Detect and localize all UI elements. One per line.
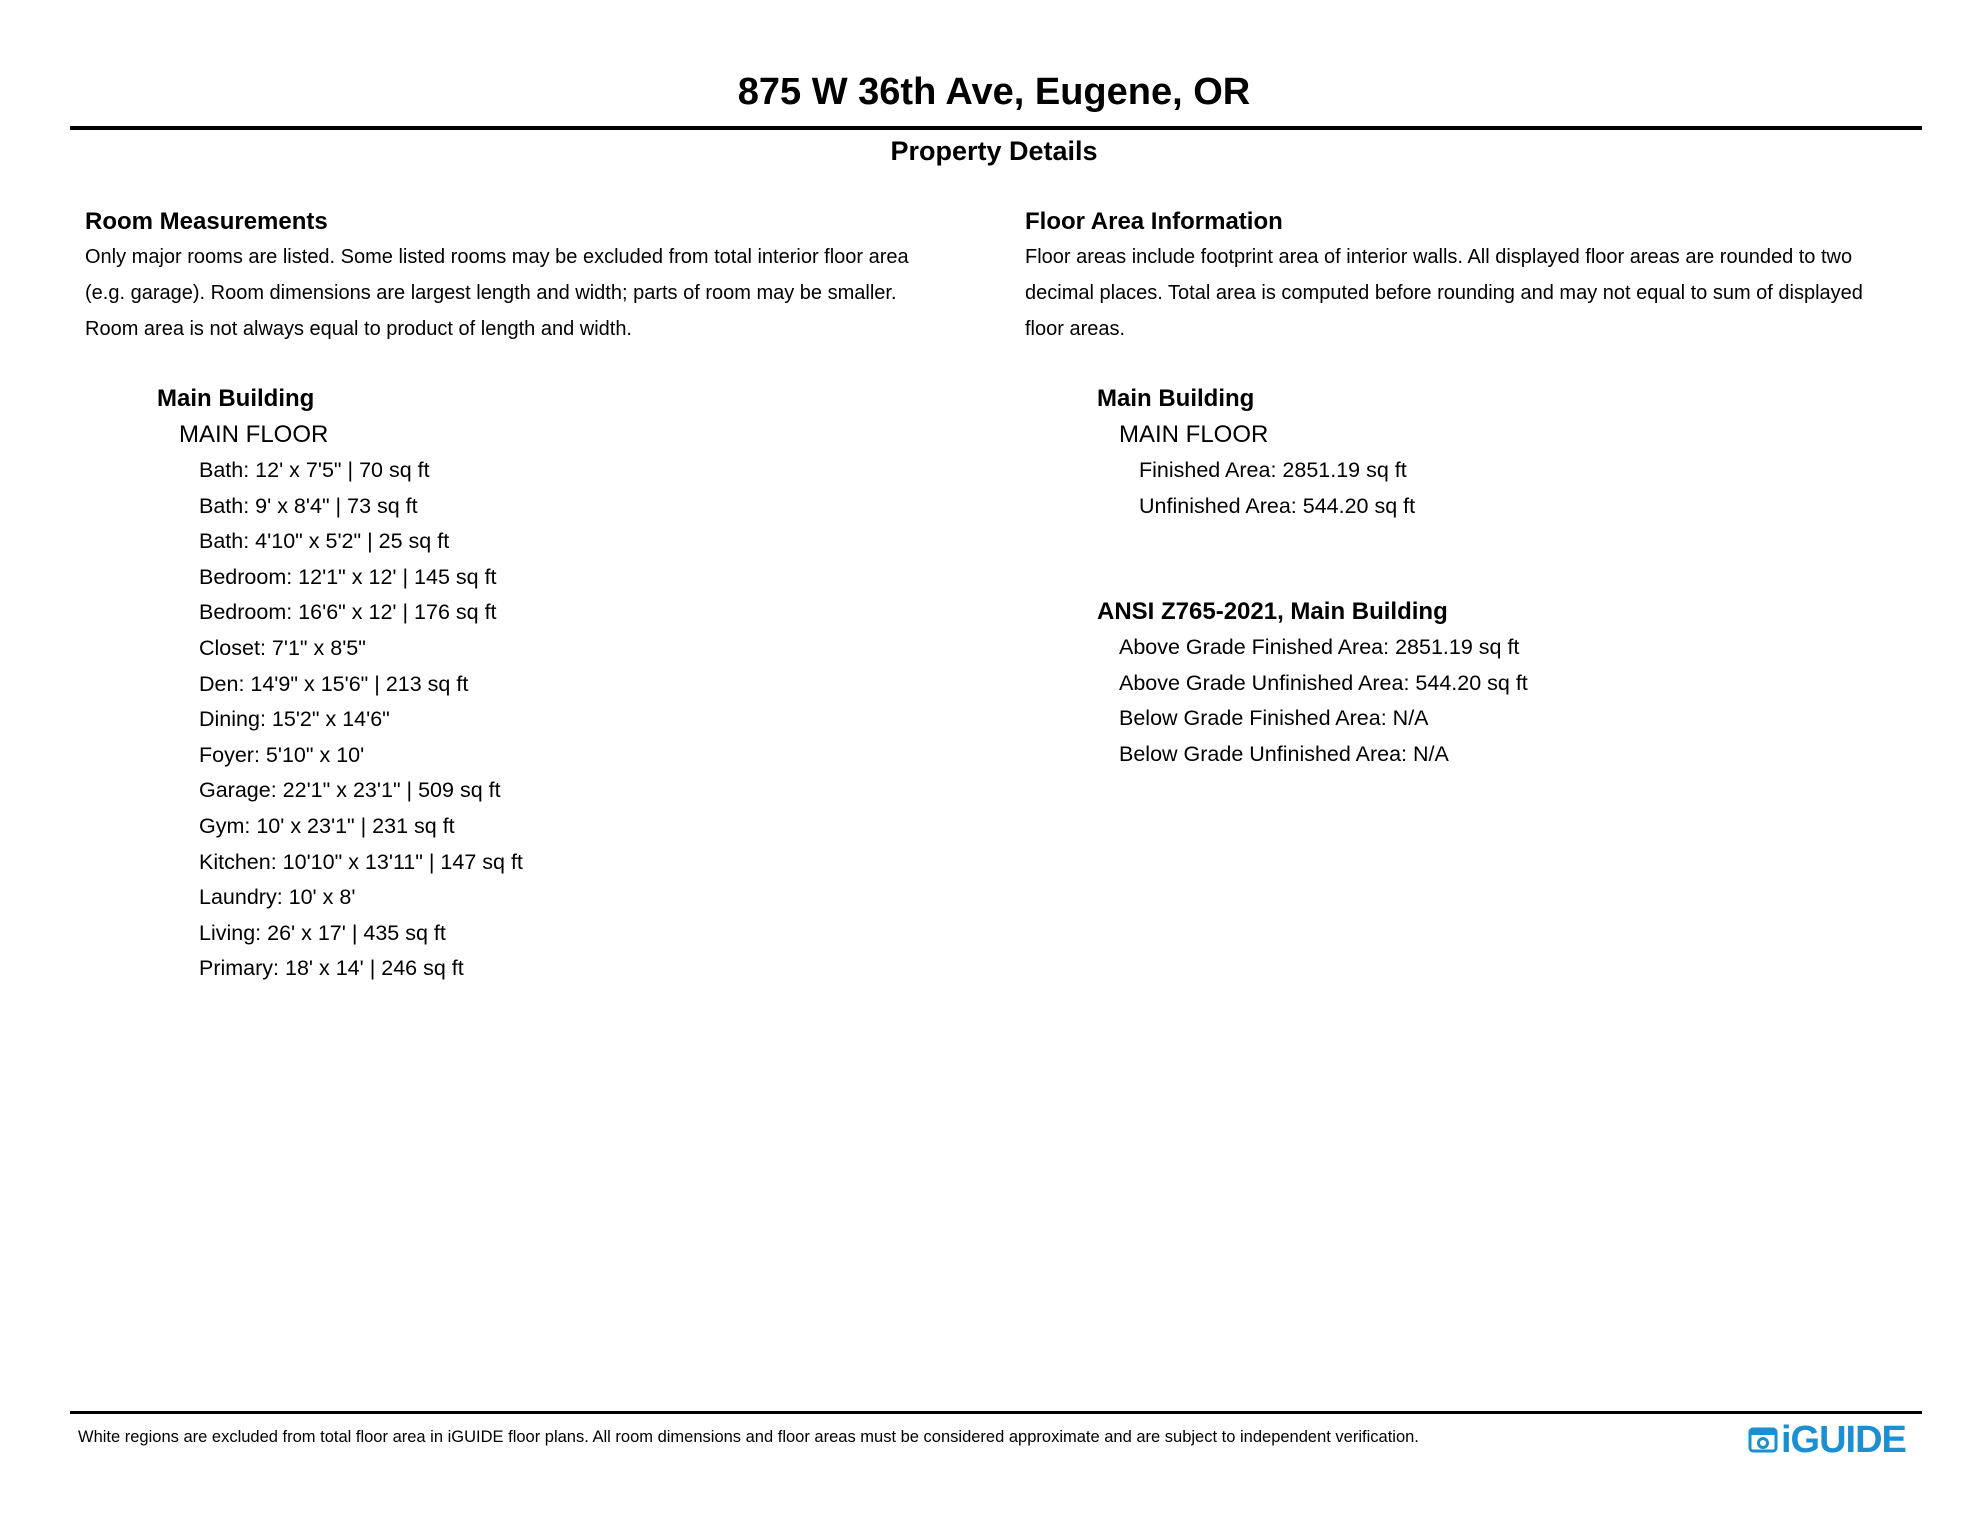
room-item: Dining: 15'2" x 14'6" <box>199 707 390 732</box>
header-divider <box>70 126 1922 130</box>
room-item: Primary: 18' x 14' | 246 sq ft <box>199 956 464 981</box>
room-building-heading: Main Building <box>157 385 315 412</box>
description-line: Room area is not always equal to product of length and width. <box>85 318 632 340</box>
room-item: Gym: 10' x 23'1" | 231 sq ft <box>199 813 455 838</box>
room-item: Laundry: 10' x 8' <box>199 885 356 910</box>
room-item: Bath: 9' x 8'4" | 73 sq ft <box>199 493 418 518</box>
floor-area-section <box>1025 205 1945 773</box>
room-item: Bath: 12' x 7'5" | 70 sq ft <box>199 458 430 482</box>
description-line: floor areas. <box>1025 318 1126 340</box>
footer-divider <box>70 1411 1922 1414</box>
room-measurements-description <box>85 239 985 347</box>
ansi-item: Above Grade Finished Area: 2851.19 sq ft <box>1119 635 1520 660</box>
ansi-heading: ANSI Z765-2021, Main Building <box>1097 598 1448 626</box>
page-title: 875 W 36th Ave, Eugene, OR <box>737 71 1251 113</box>
description-line: (e.g. garage). Room dimensions are largest length and width; parts of room may be smaller. <box>85 282 897 304</box>
ansi-item: Below Grade Finished Area: N/A <box>1119 706 1429 731</box>
floor-area-description <box>1025 239 1945 347</box>
description-line: Floor areas include footprint area of interior walls. All displayed floor areas are rounded to two <box>1025 246 1853 268</box>
area-list <box>1025 453 1945 524</box>
room-item: Closet: 7'1" x 8'5" <box>199 635 366 660</box>
room-measurements-section <box>85 205 985 987</box>
iguide-logo-icon <box>1748 1425 1778 1455</box>
page-subtitle: Property Details <box>890 136 1098 166</box>
area-building-heading: Main Building <box>1097 385 1255 412</box>
room-floor-label: MAIN FLOOR <box>179 421 329 448</box>
room-item: Bath: 4'10" x 5'2" | 25 sq ft <box>199 529 450 554</box>
floor-area-heading: Floor Area Information <box>1025 208 1283 235</box>
ansi-list <box>1025 630 1945 772</box>
iguide-logo-text: iGUIDE <box>1781 1419 1906 1461</box>
ansi-item: Above Grade Unfinished Area: 544.20 sq ft <box>1119 670 1528 695</box>
room-list <box>85 453 985 987</box>
room-item: Foyer: 5'10" x 10' <box>199 742 365 767</box>
room-item: Living: 26' x 17' | 435 sq ft <box>199 920 446 945</box>
room-item: Garage: 22'1" x 23'1" | 509 sq ft <box>199 778 501 803</box>
iguide-logo <box>1748 1420 1906 1460</box>
area-item: Finished Area: 2851.19 sq ft <box>1139 458 1407 482</box>
room-measurements-heading: Room Measurements <box>85 208 328 235</box>
description-line: Only major rooms are listed. Some listed rooms may be excluded from total interior floor area <box>85 246 909 268</box>
room-item: Den: 14'9" x 15'6" | 213 sq ft <box>199 671 469 696</box>
area-item: Unfinished Area: 544.20 sq ft <box>1139 493 1416 518</box>
description-line: decimal places. Total area is computed before rounding and may not equal to sum of displayed <box>1025 282 1863 304</box>
ansi-item: Below Grade Unfinished Area: N/A <box>1119 741 1449 766</box>
footer-disclaimer: White regions are excluded from total floor area in iGUIDE floor plans. All room dimensions and floor areas must be considered approximate and are subject to independent verification. <box>78 1428 1419 1446</box>
room-item: Kitchen: 10'10" x 13'11" | 147 sq ft <box>199 849 523 874</box>
area-floor-label: MAIN FLOOR <box>1119 421 1269 448</box>
room-item: Bedroom: 12'1" x 12' | 145 sq ft <box>199 564 497 589</box>
room-item: Bedroom: 16'6" x 12' | 176 sq ft <box>199 600 497 625</box>
